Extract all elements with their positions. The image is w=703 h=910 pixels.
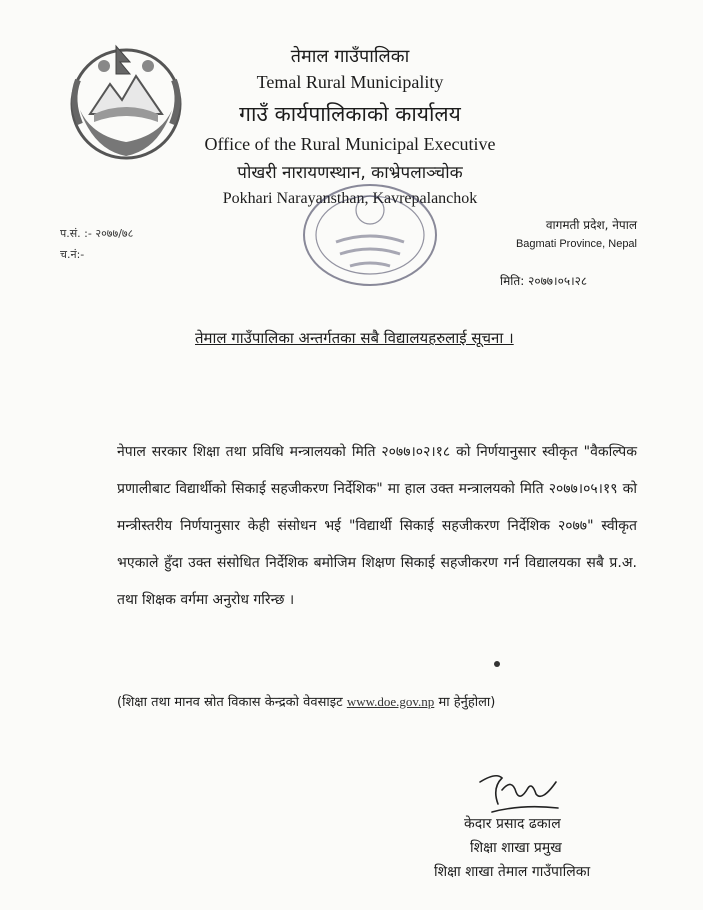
ink-dot: [494, 661, 500, 667]
website-link[interactable]: www.doe.gov.np: [346, 694, 435, 709]
province-english: Bagmati Province, Nepal: [515, 238, 637, 250]
office-seal-stamp: [300, 180, 440, 290]
nepal-emblem-logo: [64, 40, 188, 164]
letter-date: मिति: २०७७।०५।२८: [500, 274, 588, 288]
province-nepali: वागमती प्रदेश, नेपाल: [545, 218, 637, 232]
municipality-name-nepali: तेमाल गाउँपालिका: [290, 46, 410, 67]
reference-number: प.सं. :- २०७७/७८: [60, 227, 134, 240]
dispatch-number: च.नं:-: [60, 248, 85, 261]
office-name-english: Office of the Rural Municipal Executive: [204, 134, 496, 154]
footnote: [117, 692, 495, 710]
signatory-office: शिक्षा शाखा तेमाल गाउँपालिका: [434, 864, 591, 880]
address-english: Pokhari Narayansthan, Kavrepalanchok: [222, 190, 478, 207]
footnote-prefix: (शिक्षा तथा मानव स्रोत विकास केन्द्रको वेवसाइट: [117, 695, 343, 710]
office-name-nepali: गाउँ कार्यपालिकाको कार्यालय: [239, 102, 461, 126]
handwritten-signature: [472, 768, 562, 816]
signatory-name: केदार प्रसाद ढकाल: [464, 816, 561, 832]
address-nepali: पोखरी नारायणस्थान, काभ्रेपलाञ्चोक: [237, 163, 463, 183]
signatory-title: शिक्षा शाखा प्रमुख: [470, 840, 562, 856]
notice-subject: तेमाल गाउँपालिका अन्तर्गतका सबै विद्यालयहरुलाई सूचना ।: [195, 329, 514, 347]
notice-body: नेपाल सरकार शिक्षा तथा प्रविधि मन्त्रालयको मिति २०७७।०२।१८ को निर्णयानुसार स्वीकृत "वैकल्पिक प्रणालीबाट विद्यार्थीको सिकाई सहजीकरण निर्देशिक" मा हाल उक्त मन्त्रालयको मिति २०७७।०५।१९ को मन्त्रीस्तरीय निर्णयानुसार केही संसोधन भई "विद्यार्थी सिकाई सहजीकरण निर्देशिक २०७७" स्वीकृत भएकाले हुँदा उक्त संसोधित निर्देशिक बमोजिम शिक्षण सिकाई सहजीकरण गर्न विद्यालयका सबै प्र.अ. तथा शिक्षक वर्गमा अनुरोध गरिन्छ ।: [117, 444, 637, 608]
footnote-suffix: मा हेर्नुहोला): [438, 695, 496, 710]
municipality-name-english: Temal Rural Municipality: [256, 72, 444, 92]
